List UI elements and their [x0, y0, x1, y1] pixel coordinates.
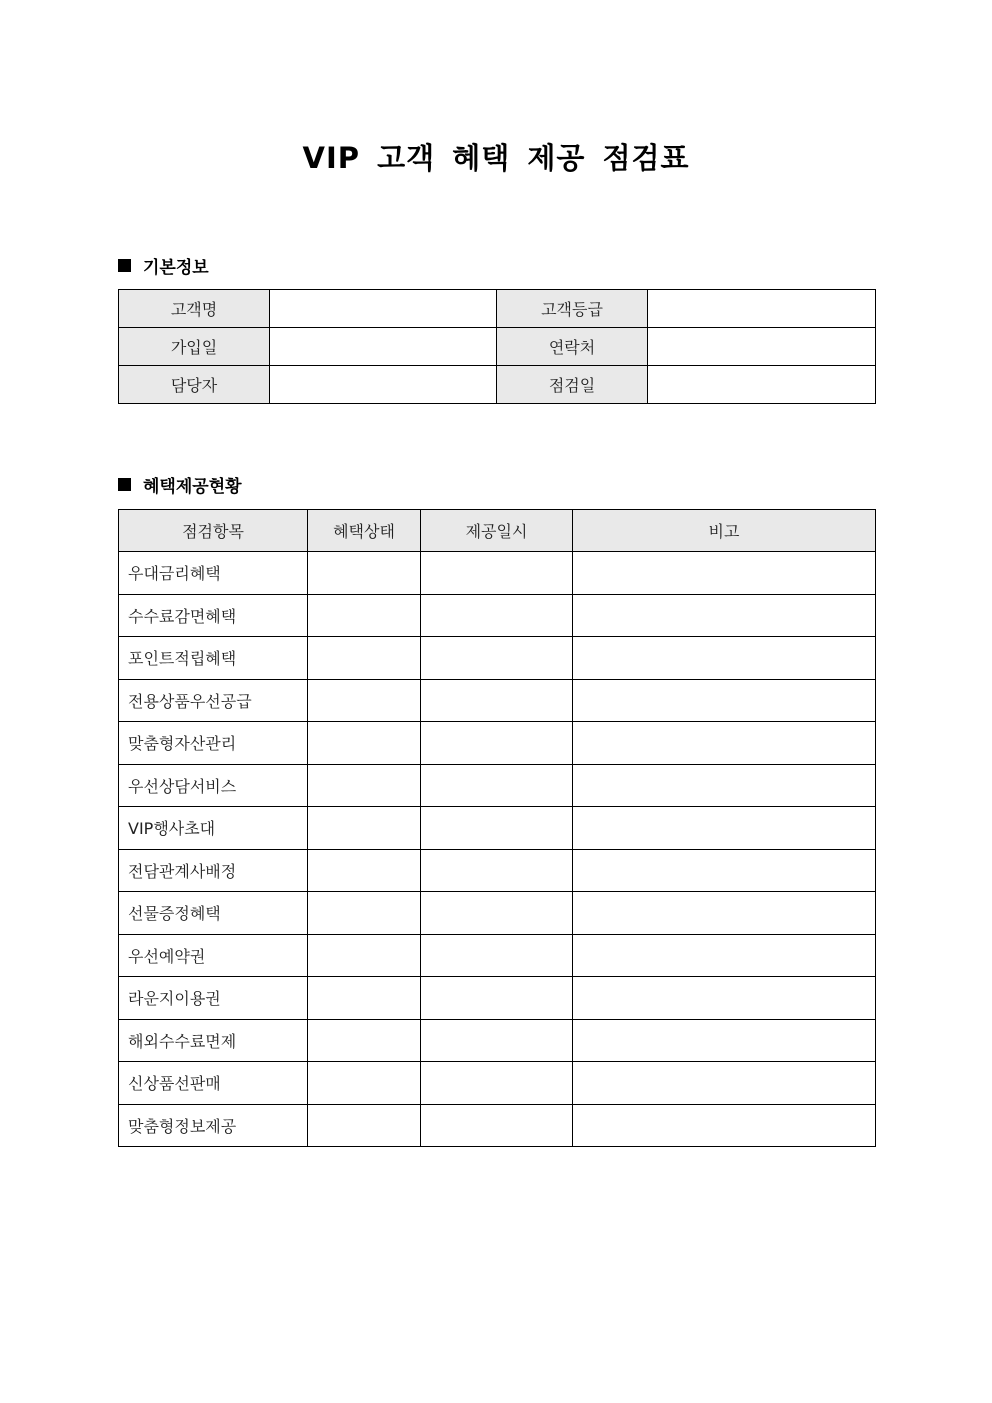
field-value-input[interactable]	[648, 366, 876, 404]
benefit-item-label: 전담관계사배정	[119, 849, 308, 892]
benefit-status-cell[interactable]	[308, 679, 421, 722]
column-header-note: 비고	[573, 510, 876, 552]
section-heading-label: 혜택제공현황	[143, 477, 242, 497]
table-row	[119, 934, 876, 977]
benefit-date-cell[interactable]	[421, 552, 573, 595]
benefit-item-label: 신상품선판매	[119, 1062, 308, 1105]
benefit-note-cell[interactable]	[573, 934, 876, 977]
benefit-status-cell[interactable]	[308, 722, 421, 765]
document-title: VIP 고객 혜택 제공 점검표	[302, 141, 690, 175]
benefit-status-cell[interactable]	[308, 1104, 421, 1147]
benefit-note-cell[interactable]	[573, 594, 876, 637]
benefit-item-label: 우선상담서비스	[119, 764, 308, 807]
basic-info-row	[119, 328, 876, 366]
benefits-table	[118, 509, 876, 1147]
benefit-note-cell[interactable]	[573, 764, 876, 807]
benefit-item-label: VIP행사초대	[119, 807, 308, 850]
square-bullet-icon	[118, 259, 131, 272]
benefit-date-cell[interactable]	[421, 1104, 573, 1147]
benefit-date-cell[interactable]	[421, 977, 573, 1020]
benefit-note-cell[interactable]	[573, 977, 876, 1020]
benefit-status-cell[interactable]	[308, 977, 421, 1020]
table-row	[119, 552, 876, 595]
field-label: 고객등급	[497, 290, 648, 328]
field-label: 담당자	[119, 366, 270, 404]
benefit-status-cell[interactable]	[308, 1019, 421, 1062]
field-value-input[interactable]	[270, 328, 497, 366]
benefit-date-cell[interactable]	[421, 1062, 573, 1105]
benefit-date-cell[interactable]	[421, 849, 573, 892]
benefit-status-cell[interactable]	[308, 892, 421, 935]
table-row	[119, 722, 876, 765]
benefit-date-cell[interactable]	[421, 892, 573, 935]
table-row	[119, 1062, 876, 1105]
benefit-date-cell[interactable]	[421, 637, 573, 680]
table-row	[119, 637, 876, 680]
benefit-status-cell[interactable]	[308, 552, 421, 595]
field-label: 연락처	[497, 328, 648, 366]
column-header-date: 제공일시	[421, 510, 573, 552]
basic-info-row	[119, 366, 876, 404]
field-value-input[interactable]	[270, 366, 497, 404]
benefit-item-label: 맞춤형정보제공	[119, 1104, 308, 1147]
benefit-status-cell[interactable]	[308, 934, 421, 977]
benefit-date-cell[interactable]	[421, 807, 573, 850]
benefit-note-cell[interactable]	[573, 637, 876, 680]
benefits-header-row	[119, 510, 876, 552]
benefit-item-label: 수수료감면혜택	[119, 594, 308, 637]
benefit-item-label: 맞춤형자산관리	[119, 722, 308, 765]
benefit-status-cell[interactable]	[308, 764, 421, 807]
table-row	[119, 594, 876, 637]
table-row	[119, 679, 876, 722]
benefit-note-cell[interactable]	[573, 1104, 876, 1147]
benefit-date-cell[interactable]	[421, 1019, 573, 1062]
benefit-item-label: 해외수수료면제	[119, 1019, 308, 1062]
benefit-item-label: 선물증정혜택	[119, 892, 308, 935]
benefit-date-cell[interactable]	[421, 722, 573, 765]
benefit-status-cell[interactable]	[308, 594, 421, 637]
benefit-item-label: 우선예약권	[119, 934, 308, 977]
benefit-note-cell[interactable]	[573, 722, 876, 765]
basic-info-table	[118, 289, 876, 404]
table-row	[119, 1019, 876, 1062]
benefit-date-cell[interactable]	[421, 764, 573, 807]
benefit-note-cell[interactable]	[573, 1062, 876, 1105]
benefit-note-cell[interactable]	[573, 892, 876, 935]
table-row	[119, 849, 876, 892]
benefit-note-cell[interactable]	[573, 1019, 876, 1062]
column-header-status: 혜택상태	[308, 510, 421, 552]
table-row	[119, 764, 876, 807]
benefit-item-label: 전용상품우선공급	[119, 679, 308, 722]
field-label: 점검일	[497, 366, 648, 404]
benefit-note-cell[interactable]	[573, 552, 876, 595]
table-row	[119, 1104, 876, 1147]
benefit-status-cell[interactable]	[308, 849, 421, 892]
benefit-note-cell[interactable]	[573, 807, 876, 850]
field-value-input[interactable]	[648, 328, 876, 366]
field-label: 고객명	[119, 290, 270, 328]
benefit-date-cell[interactable]	[421, 679, 573, 722]
benefit-item-label: 포인트적립혜택	[119, 637, 308, 680]
section-heading-label: 기본정보	[143, 258, 209, 278]
benefit-status-cell[interactable]	[308, 637, 421, 680]
benefit-date-cell[interactable]	[421, 594, 573, 637]
column-header-item: 점검항목	[119, 510, 308, 552]
benefit-status-cell[interactable]	[308, 807, 421, 850]
benefit-status-cell[interactable]	[308, 1062, 421, 1105]
table-row	[119, 807, 876, 850]
benefit-item-label: 라운지이용권	[119, 977, 308, 1020]
benefit-note-cell[interactable]	[573, 679, 876, 722]
field-value-input[interactable]	[270, 290, 497, 328]
benefit-item-label: 우대금리혜택	[119, 552, 308, 595]
section-heading-benefits	[118, 472, 242, 497]
table-row	[119, 892, 876, 935]
section-heading-basic-info	[118, 253, 209, 278]
field-label: 가입일	[119, 328, 270, 366]
table-row	[119, 977, 876, 1020]
benefit-date-cell[interactable]	[421, 934, 573, 977]
basic-info-row	[119, 290, 876, 328]
square-bullet-icon	[118, 478, 131, 491]
benefit-note-cell[interactable]	[573, 849, 876, 892]
field-value-input[interactable]	[648, 290, 876, 328]
